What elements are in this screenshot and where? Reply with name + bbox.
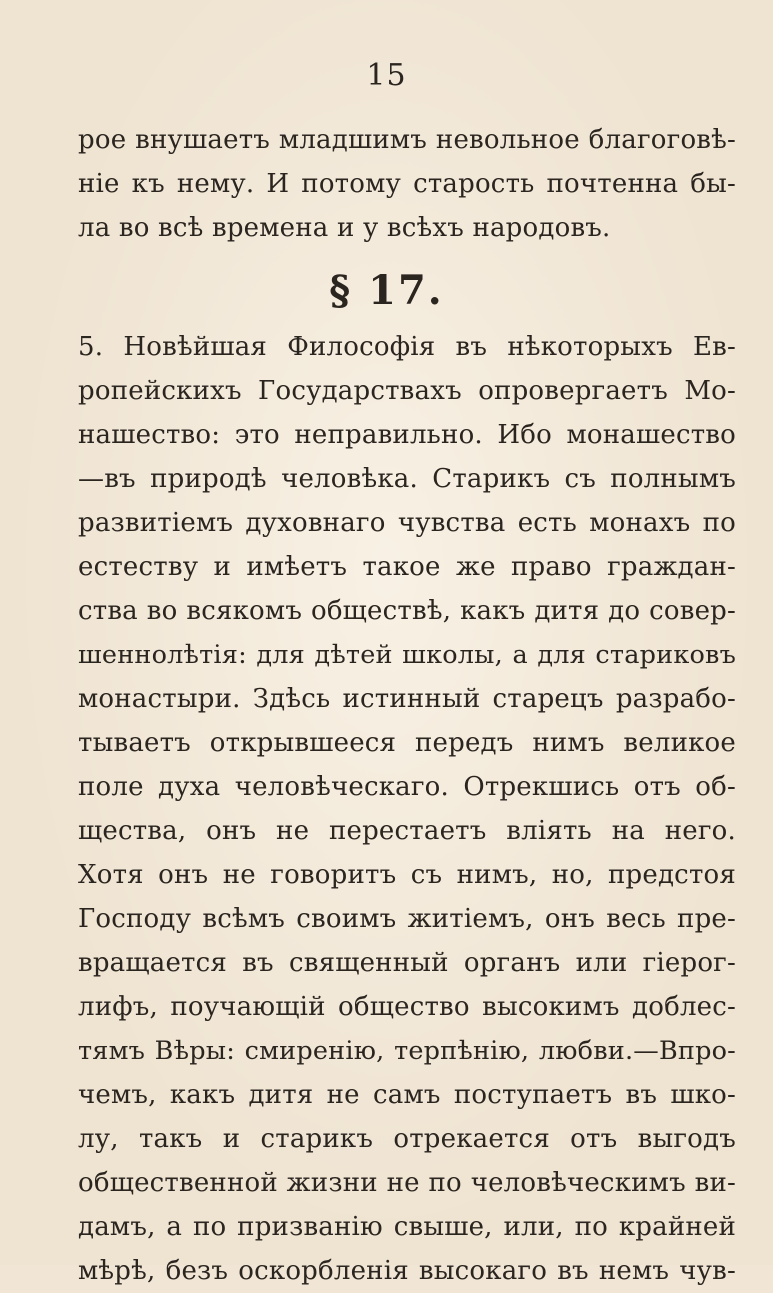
page-number: 15 — [366, 58, 407, 93]
text-line: лифъ, поучающій общество высокимъ доблес- — [78, 992, 736, 1022]
text-line: тямъ Вѣры: смиренію, терпѣнію, любви.—Впро- — [78, 1036, 736, 1066]
text-line: общественной жизни не по человѣческимъ ви- — [78, 1168, 736, 1198]
text-line: лу, такъ и старикъ отрекается отъ выгодъ — [78, 1124, 736, 1154]
continuation-paragraph — [78, 118, 736, 250]
section-paragraph — [78, 325, 736, 1293]
text-line: вращается въ священный органъ или гіерог- — [78, 948, 736, 978]
text-line: 5. Новѣйшая Философія въ нѣкоторыхъ Ев- — [78, 332, 736, 362]
text-line: нашество: это неправильно. Ибо монашество — [78, 420, 736, 450]
text-line: монастыри. Здѣсь истинный старецъ разрабо- — [78, 684, 736, 714]
text-line: тываетъ открывшееся передъ нимъ великое — [78, 728, 736, 758]
text-line: естеству и имѣетъ такое же право граждан- — [78, 552, 736, 582]
text-line: поле духа человѣческаго. Отрекшись отъ об- — [78, 772, 736, 802]
text-line: развитіемъ духовнаго чувства есть монахъ по — [78, 508, 736, 538]
text-line: ніе къ нему. И потому старость почтенна бы- — [78, 169, 736, 199]
section-heading: § 17. — [329, 267, 444, 314]
text-line: ла во всѣ времена и у всѣхъ народовъ. — [78, 213, 611, 243]
text-line: Господу всѣмъ своимъ житіемъ, онъ весь пре- — [78, 904, 736, 934]
text-line: шеннолѣтія: для дѣтей школы, а для стариковъ — [78, 640, 736, 670]
text-line: ства во всякомъ обществѣ, какъ дитя до совер- — [78, 596, 736, 626]
text-line: мѣрѣ, безъ оскорбленія высокаго въ немъ чув- — [78, 1256, 736, 1286]
text-line: дамъ, а по призванію свыше, или, по крайней — [78, 1212, 736, 1242]
text-line: ропейскихъ Государствахъ опровергаетъ Мо- — [78, 376, 736, 406]
text-line: чемъ, какъ дитя не самъ поступаетъ въ шко- — [78, 1080, 736, 1110]
text-line: Хотя онъ не говоритъ съ нимъ, но, предстоя — [78, 860, 736, 890]
text-line: —въ природѣ человѣка. Старикъ съ полнымъ — [78, 464, 736, 494]
text-line: рое внушаетъ младшимъ невольное благоговѣ- — [78, 125, 736, 155]
text-line: щества, онъ не перестаетъ вліять на него. — [78, 816, 736, 846]
